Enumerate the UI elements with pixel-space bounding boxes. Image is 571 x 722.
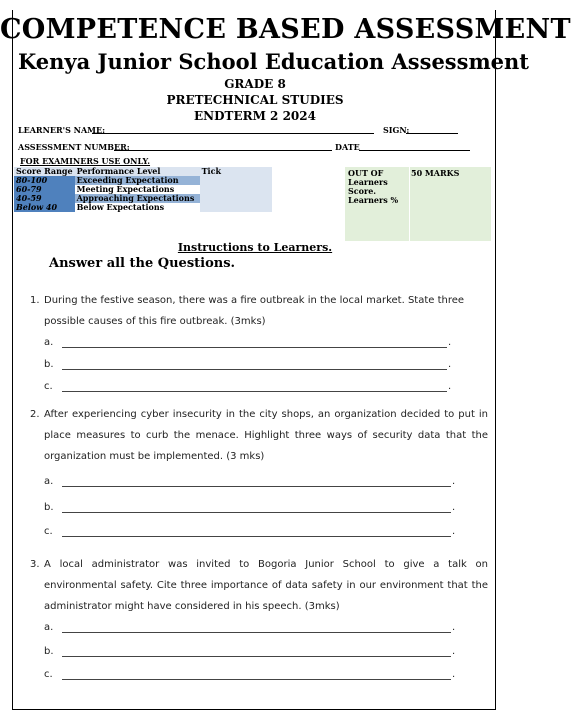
sign-label: SIGN:	[383, 125, 410, 135]
performance-level-cell: Meeting Expectations	[75, 185, 200, 194]
tick-cell[interactable]	[200, 194, 272, 203]
answer-label: a.	[44, 476, 54, 487]
answer-label: b.	[44, 359, 54, 370]
score-range-cell: 60-79	[14, 185, 75, 194]
instructions-title: Instructions to Learners.	[177, 241, 333, 254]
out-of-label: OUT OF	[348, 168, 384, 178]
question-2	[30, 404, 488, 467]
term-label: ENDTERM 2 2024	[194, 109, 316, 123]
tick-header: Tick	[200, 167, 272, 176]
examiners-label: FOR EXAMINERS USE ONLY.	[20, 156, 151, 166]
learners-score-label-line2: Score.	[348, 186, 377, 196]
question-1	[30, 290, 488, 332]
question-text: A local administrator was invited to Bogoria Junior School to give a talk on environmental safety. Cite three importance of data safety in our environment that the administrator might have considered in his speech. (3mks)	[44, 559, 488, 612]
date-line[interactable]	[359, 150, 470, 151]
answer-label: a.	[44, 622, 54, 633]
score-range-cell: 40-59	[14, 194, 75, 203]
performance-level-cell: Below Expectations	[75, 203, 200, 212]
score-box	[345, 167, 491, 241]
answer-label: c.	[44, 669, 53, 680]
question-3	[30, 554, 488, 617]
question-text: During the festive season, there was a fire outbreak in the local market. State three possible causes of this fire outbreak. (3mks)	[44, 295, 465, 327]
question-text: After experiencing cyber insecurity in the city shops, an organization decided to put in place measures to curb the menace. Highlight three ways of security data that the organization must be implemented. (3 mks)	[44, 409, 488, 462]
learner-name-line[interactable]	[92, 133, 374, 134]
assessment-title: COMPETENCE BASED ASSESSMENT	[0, 14, 571, 45]
learners-score-label-line1: Learners	[348, 177, 388, 187]
grade-label: GRADE 8	[224, 77, 286, 91]
performance-level-header: Performance Level	[75, 167, 200, 176]
answer-label: c.	[44, 526, 53, 537]
subject-label: PRETECHNICAL STUDIES	[166, 93, 344, 107]
tick-cell[interactable]	[200, 185, 272, 194]
score-range-header: Score Range	[16, 166, 73, 176]
date-label: DATE	[335, 142, 360, 152]
assessment-subtitle: Kenya Junior School Education Assessment	[18, 49, 530, 74]
assessment-number-line[interactable]	[114, 150, 332, 151]
question-number: 3.	[30, 559, 40, 570]
score-range-cell: 80-100	[14, 176, 75, 185]
answer-label: b.	[44, 502, 54, 513]
sign-line[interactable]	[406, 133, 458, 134]
total-marks-label: 50 MARKS	[411, 168, 460, 178]
table-row	[14, 203, 272, 212]
answer-label: c.	[44, 381, 53, 392]
tick-cell[interactable]	[200, 176, 272, 185]
assessment-number-label: ASSESSMENT NUMBER:	[18, 142, 130, 152]
instructions-text: Answer all the Questions.	[49, 256, 236, 271]
question-number: 1.	[30, 295, 40, 306]
score-range-cell: Below 40	[14, 203, 75, 212]
question-number: 2.	[30, 409, 40, 420]
learner-name-label: LEARNER'S NAME:	[18, 125, 106, 135]
learners-percent-label: Learners %	[348, 195, 399, 205]
performance-level-cell: Approaching Expectations	[75, 194, 200, 203]
score-box-divider	[409, 167, 410, 241]
answer-label: a.	[44, 337, 54, 348]
performance-table	[14, 167, 272, 212]
tick-cell[interactable]	[200, 203, 272, 212]
performance-level-cell: Exceeding Expectation	[75, 176, 200, 185]
answer-label: b.	[44, 646, 54, 657]
